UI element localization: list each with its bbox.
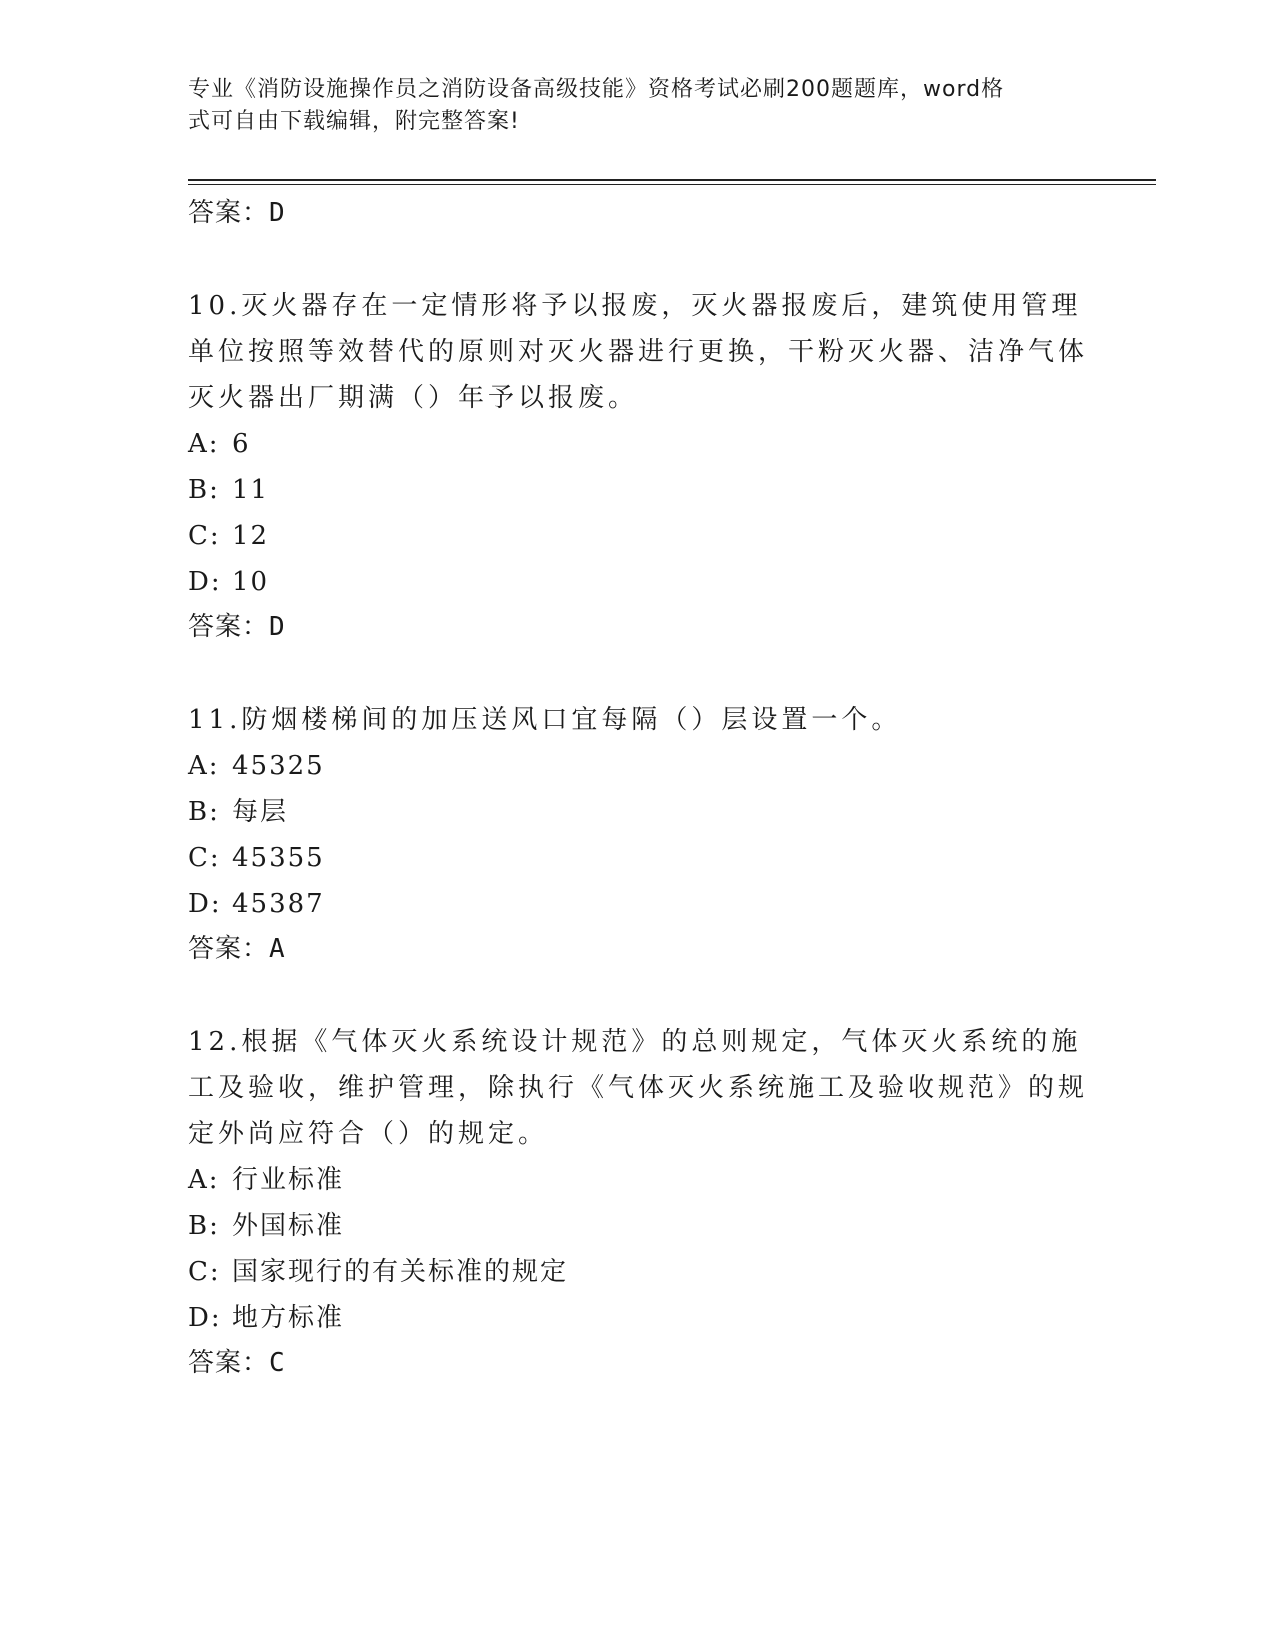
document-body [188,191,1088,1385]
option-text: 外国标准 [232,1211,345,1241]
option-a [188,421,1088,467]
option-d [188,1295,1088,1341]
question-stem: 12.根据《气体灭火系统设计规范》的总则规定，气体灭火系统的施工及验收，维护管理，除执行《气体灭火系统施工及验收规范》的规定外尚应符合（）的规定。 [188,1027,1089,1149]
option-a [188,1157,1088,1203]
header-divider-thick [188,179,1156,181]
option-b [188,467,1088,513]
question-stem: 11.防烟楼梯间的加压送风口宜每隔（）层设置一个。 [188,705,902,735]
previous-answer [188,191,1088,235]
option-d [188,881,1088,927]
option-text: 6 [232,429,251,459]
option-letter: A: [188,751,220,781]
option-letter: A: [188,429,220,459]
answer-value: D [269,612,286,642]
header-divider-thin [188,184,1156,185]
answer-value: D [269,198,286,228]
option-text: 11 [232,475,270,505]
question-stem: 10.灭火器存在一定情形将予以报废，灭火器报废后，建筑使用管理单位按照等效替代的原则对灭火器进行更换，干粉灭火器、洁净气体灭火器出厂期满（）年予以报废。 [188,291,1089,413]
option-text: 每层 [232,797,289,827]
answer-value: C [269,1348,286,1378]
answer-label: 答案： [188,934,270,964]
answer-value: A [269,934,286,964]
option-b [188,1203,1088,1249]
question-12 [188,1019,1088,1385]
question-answer [188,927,1088,971]
option-c [188,835,1088,881]
option-letter: B: [188,475,220,505]
option-letter: D: [188,889,222,919]
option-letter: B: [188,797,220,827]
option-letter: B: [188,1211,220,1241]
answer-label: 答案： [188,1348,270,1378]
header-title-line-2: 式可自由下载编辑，附完整答案! [188,109,520,134]
option-letter: A: [188,1165,220,1195]
option-text: 国家现行的有关标准的规定 [232,1257,569,1287]
option-text: 行业标准 [232,1165,345,1195]
option-letter: D: [188,567,222,597]
option-text: 45355 [232,843,325,873]
option-letter: C: [188,521,221,551]
option-text: 45387 [232,889,325,919]
header-title-line-1: 专业《消防设施操作员之消防设备高级技能》资格考试必刷200题题库，word格 [188,77,1005,102]
answer-label: 答案： [188,198,270,228]
option-text: 45325 [232,751,325,781]
option-letter: C: [188,1257,221,1287]
option-letter: D: [188,1303,222,1333]
answer-label: 答案： [188,612,270,642]
option-b [188,789,1088,835]
document-header [188,74,1068,138]
option-text: 地方标准 [232,1303,345,1333]
option-c [188,1249,1088,1295]
question-10 [188,283,1088,649]
option-text: 10 [232,567,270,597]
question-11 [188,697,1088,971]
question-answer [188,1341,1088,1385]
option-c [188,513,1088,559]
option-text: 12 [232,521,270,551]
option-a [188,743,1088,789]
question-answer [188,605,1088,649]
option-letter: C: [188,843,221,873]
option-d [188,559,1088,605]
